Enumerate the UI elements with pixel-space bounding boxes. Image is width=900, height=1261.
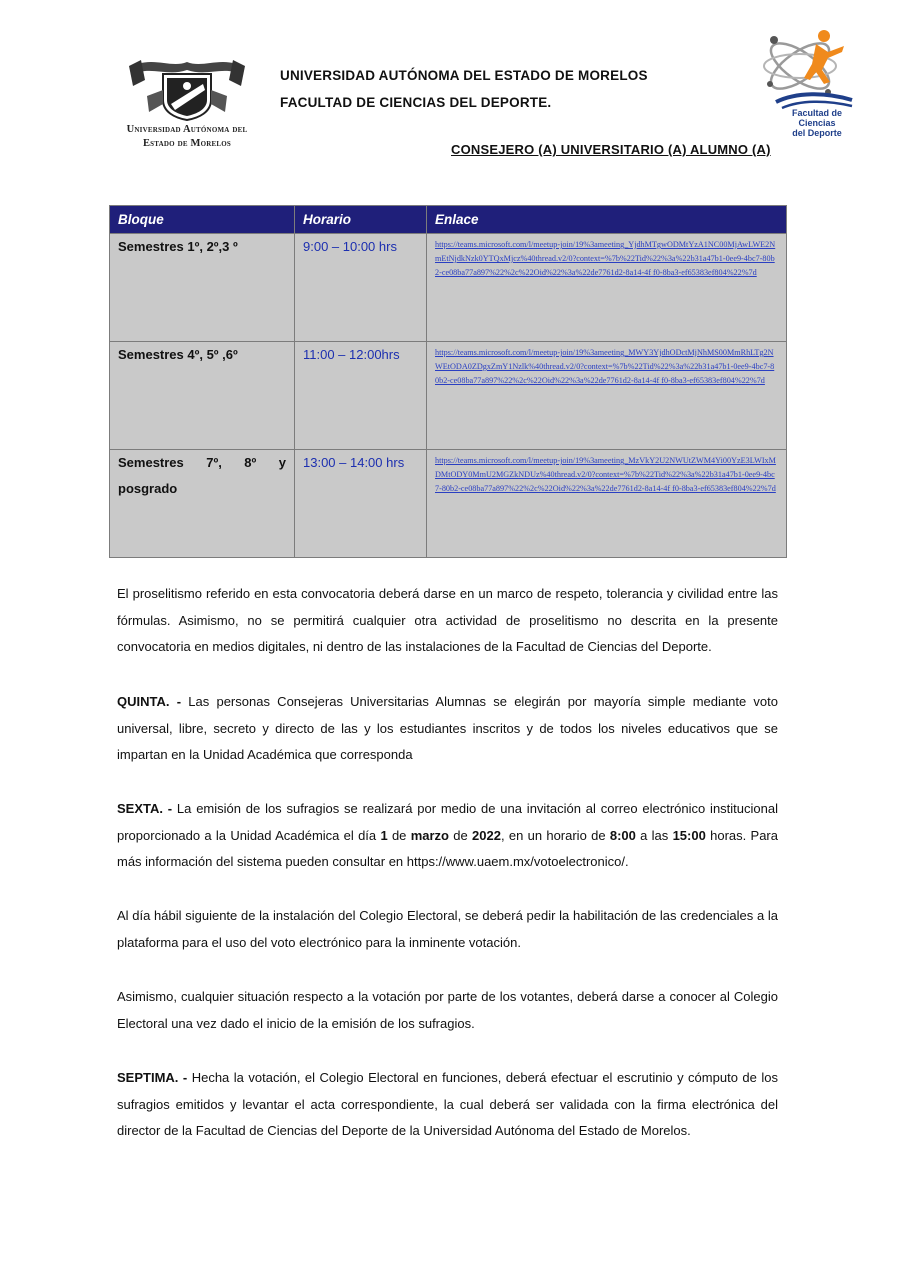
faculty-logo-caption: [782, 108, 852, 138]
clause-text: de: [387, 827, 411, 843]
faculty-name: FACULTAD DE CIENCIAS DEL DEPORTE.: [280, 95, 552, 110]
bloque-line2: posgrado: [118, 481, 178, 496]
document-subtitle: CONSEJERO (A) UNIVERSITARIO (A) ALUMNO (A): [451, 142, 771, 157]
paragraph-situaciones: Asimismo, cualquier situación respecto a la votación por parte de los votantes, deberá darse a conocer al Colegio Electoral una vez dado el inicio de la emisión de los sufragios.: [117, 989, 778, 1031]
schedule-table: [109, 205, 787, 558]
table-row: [110, 234, 787, 342]
clause-text: horas. Para más información del sistema pueden consultar en https://www.uaem.mx/votoelectronico/.: [117, 827, 778, 869]
table-row: [110, 342, 787, 450]
clause-label: QUINTA. -: [117, 694, 182, 709]
paragraph-quinta: [117, 689, 778, 769]
horario-cell: 13:00 – 14:00 hrs: [295, 450, 427, 558]
header-bloque: Bloque: [110, 206, 295, 234]
meeting-link[interactable]: https://teams.microsoft.com/l/meetup-join/19%3ameeting_MzVkY2U2NWUtZWM4Yi00YzE3LWIxMDMtODY0MmU2MGZkNDUz%40thread.v2/0?context=%7b%22Tid%22%3a%22b31a47b1-0ee9-4bc7-80b2-ce08ba77a897%22%2c%22Oid%22%3a%22de7761d2-8a14-4f f0-8ba3-ef65383ef804%22%7d: [427, 450, 787, 558]
paragraph-habilitacion: Al día hábil siguiente de la instalación del Colegio Electoral, se deberá pedir la habilitación de las credenciales a la plataforma para el uso del voto electrónico para la inminente votación.: [117, 908, 778, 950]
header-horario: Horario: [295, 206, 427, 234]
clause-text: a las: [635, 827, 673, 843]
uaem-logo: [112, 56, 262, 156]
meeting-link[interactable]: https://teams.microsoft.com/l/meetup-join/19%3ameeting_YjdhMTgwODMtYzA1NC00MjAwLWE2NmEtNjdkNzk0YTQxMjcz%40thread.v2/0?context=%7b%22Tid%22%3a%22b31a47b1-0ee9-4bc7-80b2-ce08ba77a897%22%2c%22Oid%22%3a%22de7761d2-8a14-4f f0-8ba3-ef65383ef804%22%7d: [427, 234, 787, 342]
uaem-crest-icon: [127, 56, 247, 122]
table-row: [110, 450, 787, 558]
vote-month: marzo: [410, 827, 449, 843]
header-enlace: Enlace: [427, 206, 787, 234]
faculty-logo-caption-line1: Facultad de Ciencias: [791, 108, 842, 128]
paragraph-proselitismo: El proselitismo referido en esta convocatoria deberá darse en un marco de respeto, tolerancia y civilidad entre las fórmulas. Asimismo, no se permitirá cualquier otra actividad de proselitismo no descrita en la presente convocatoria en medios digitales, ni dentro de las instalaciones de la Facultad de Ciencias del Deporte.: [117, 586, 778, 654]
vote-year: 2022: [472, 827, 501, 843]
faculty-logo: [756, 22, 856, 138]
uaem-caption-line2: Estado de Morelos: [142, 138, 232, 149]
vote-start-time: 8:00: [609, 827, 636, 843]
clause-label: SEXTA. -: [117, 801, 173, 816]
clause-text: Las personas Consejeras Universitarias Alumnas se elegirán por mayoría simple mediante voto universal, libre, secreto y directo de las y los estudiantes inscritos y de todos los niveles educativos que se impartan en la Unidad Académica que corresponda: [117, 694, 778, 762]
clause-text: Hecha la votación, el Colegio Electoral en funciones, deberá efectuar el escrutinio y cómputo de los sufragios emitidos y levantar el acta correspondiente, la cual deberá ser validada con la firma electrónica del director de la Facultad de Ciencias del Deporte de la Universidad Autónoma del Estado de Morelos.: [117, 1070, 778, 1138]
clause-text: La emisión de los sufragios se realizará por medio de una invitación al correo electrónico institucional proporcionado a la Unidad Académica el día: [117, 801, 778, 843]
meeting-link[interactable]: https://teams.microsoft.com/l/meetup-join/19%3ameeting_MWY3YjdhODctMjNhMS00MmRhLTg2NWEtODA0ZDgxZmY1Nzlk%40thread.v2/0?context=%7b%22Tid%22%3a%22b31a47b1-0ee9-4bc7-80b2-ce08ba77a897%22%2c%22Oid%22%3a%22de7761d2-8a14-4f f0-8ba3-ef65383ef804%22%7d: [427, 342, 787, 450]
faculty-logo-caption-line2: del Deporte: [792, 128, 842, 138]
paragraph-sexta: [117, 796, 778, 876]
vote-day: 1: [380, 827, 388, 843]
clause-text: , en un horario de: [500, 827, 610, 843]
paragraph-septima: [117, 1065, 778, 1145]
university-name: UNIVERSIDAD AUTÓNOMA DEL ESTADO DE MORELOS: [280, 68, 648, 83]
table-header-row: [110, 206, 787, 234]
bloque-cell: Semestres 4º, 5º ,6º: [110, 342, 295, 450]
clause-text: de: [449, 827, 473, 843]
vote-end-time: 15:00: [672, 827, 706, 843]
clause-label: SEPTIMA. -: [117, 1070, 188, 1085]
atom-athlete-icon: [756, 22, 856, 112]
bloque-line1: Semestres 7º, 8º y: [118, 455, 286, 470]
horario-cell: 9:00 – 10:00 hrs: [295, 234, 427, 342]
horario-cell: 11:00 – 12:00hrs: [295, 342, 427, 450]
bloque-cell: [110, 450, 295, 558]
bloque-cell: Semestres 1º, 2º,3 º: [110, 234, 295, 342]
uaem-caption-line1: Universidad Autónoma del: [126, 124, 248, 135]
